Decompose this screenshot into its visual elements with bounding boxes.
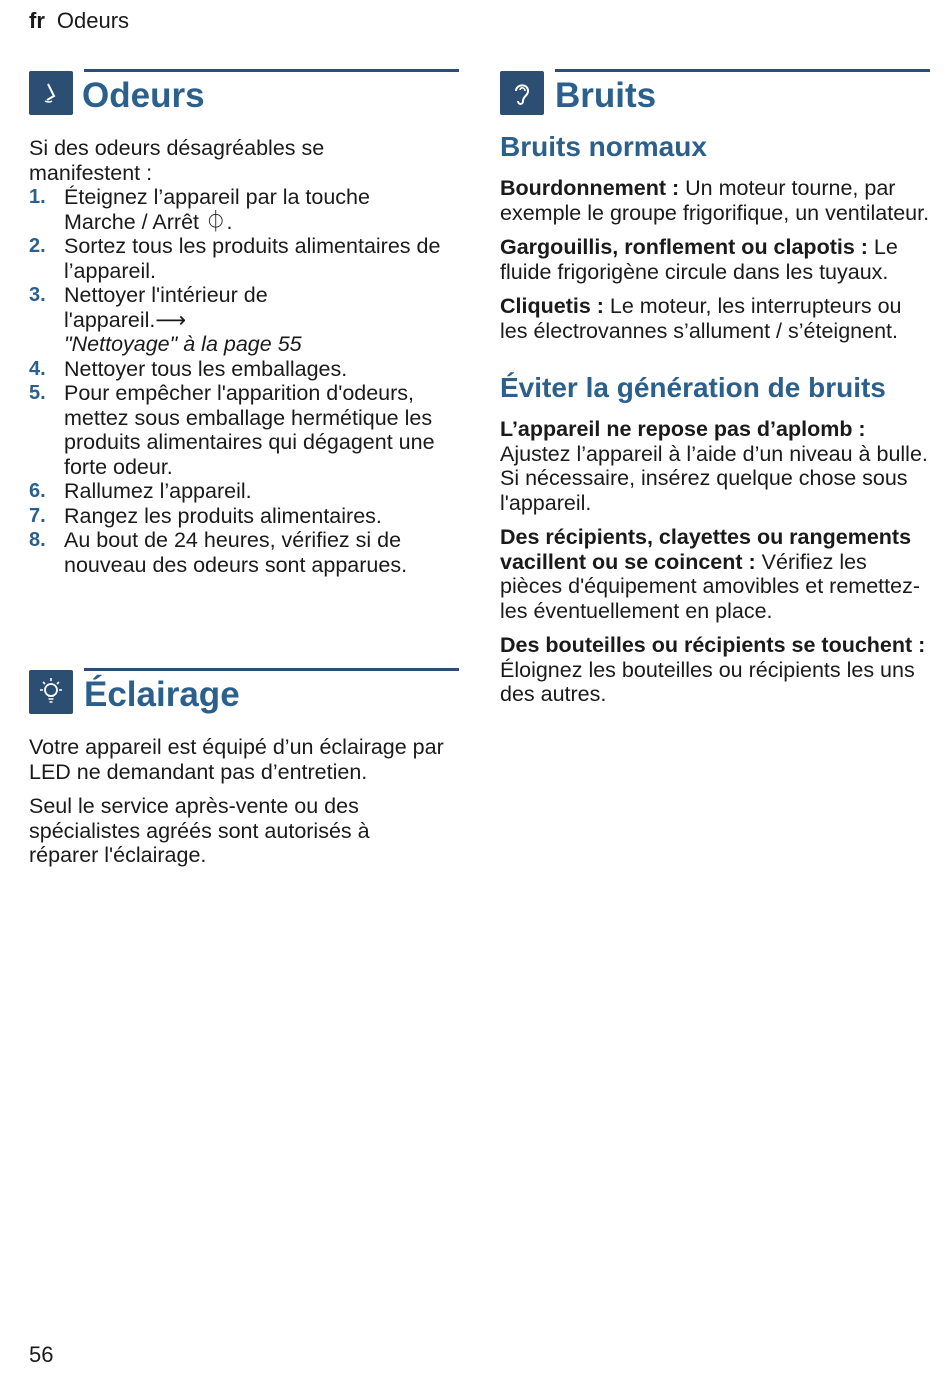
list-item: 7. Rangez les produits alimentaires. bbox=[29, 503, 382, 528]
page-header bbox=[29, 8, 129, 34]
page-reference-link[interactable]: "Nettoyage" à la page 55 bbox=[64, 332, 302, 356]
list-item: 8. Au bout de 24 heures, vérifiez si de nouveau des odeurs sont apparues. bbox=[29, 528, 408, 577]
section-rule bbox=[555, 69, 930, 72]
noise-entry: Gargouillis, ronflement ou clapotis : Le fluide frigorigène circule dans les tuyaux. bbox=[500, 235, 898, 284]
section-bruits-header bbox=[500, 66, 930, 122]
light-bulb-icon bbox=[29, 670, 73, 714]
noise-entry: L’appareil ne repose pas d’aplomb : Ajustez l’appareil à l’aide d’un niveau à bulle. Si nécessaire, insérez quelque chose sous l'appareil. bbox=[500, 417, 928, 515]
list-item: 5. Pour empêcher l'apparition d'odeurs, mettez sous emballage hermétique les produits alimentaires qui dégagent une forte odeur. bbox=[29, 381, 435, 479]
subsection-title-bruits-normaux: Bruits normaux bbox=[500, 131, 707, 162]
nose-icon bbox=[29, 71, 73, 115]
section-odeurs-header bbox=[29, 66, 459, 122]
list-item: 3. Nettoyer l'intérieur de l'appareil.⟶"Nettoyage" à la page 55 bbox=[29, 283, 459, 357]
page-number: 56 bbox=[29, 1342, 54, 1367]
section-eclairage-header bbox=[29, 665, 459, 721]
section-title-eclairage: Éclairage bbox=[84, 675, 240, 714]
left-column bbox=[29, 66, 459, 868]
eclairage-paragraph-1: Votre appareil est équipé d’un éclairage par LED ne demandant pas d’entretien. bbox=[29, 735, 444, 784]
section-rule bbox=[84, 668, 459, 671]
header-title: Odeurs bbox=[56, 8, 130, 33]
list-item: 4. Nettoyer tous les emballages. bbox=[29, 356, 348, 381]
language-code: fr bbox=[29, 8, 45, 33]
list-item: 1. Éteignez l’appareil par la touche Marche / Arrêt ⏀. bbox=[29, 185, 370, 234]
odeurs-intro: Si des odeurs désagréables se manifestent : bbox=[29, 136, 325, 185]
noise-entry: Des récipients, clayettes ou rangements vacillent ou se coincent : Vérifiez les pièces d'équipement amovibles et remettez-les éventuellement en place. bbox=[500, 525, 920, 623]
list-item: 6. Rallumez l’appareil. bbox=[29, 479, 252, 503]
right-column bbox=[500, 66, 930, 717]
list-item: 2. Sortez tous les produits alimentaires de l’appareil. bbox=[29, 234, 441, 283]
subsection-title-eviter-bruits: Éviter la génération de bruits bbox=[500, 372, 886, 403]
eclairage-paragraph-2: Seul le service après-vente ou des spécialistes agréés sont autorisés à réparer l'éclairage. bbox=[29, 794, 370, 867]
noise-entry: Bourdonnement : Un moteur tourne, par exemple le groupe frigorifique, un ventilateur. bbox=[500, 176, 930, 225]
section-title-odeurs: Odeurs bbox=[82, 76, 205, 115]
noise-entry: Cliquetis : Le moteur, les interrupteurs ou les électrovannes s’allument / s’éteignent. bbox=[500, 294, 902, 343]
section-title-bruits: Bruits bbox=[555, 76, 657, 115]
section-rule bbox=[84, 69, 459, 72]
odeurs-steps bbox=[29, 185, 459, 577]
noise-entry: Des bouteilles ou récipients se touchent : Éloignez les bouteilles ou récipients les uns des autres. bbox=[500, 633, 926, 706]
ear-icon bbox=[500, 71, 544, 115]
